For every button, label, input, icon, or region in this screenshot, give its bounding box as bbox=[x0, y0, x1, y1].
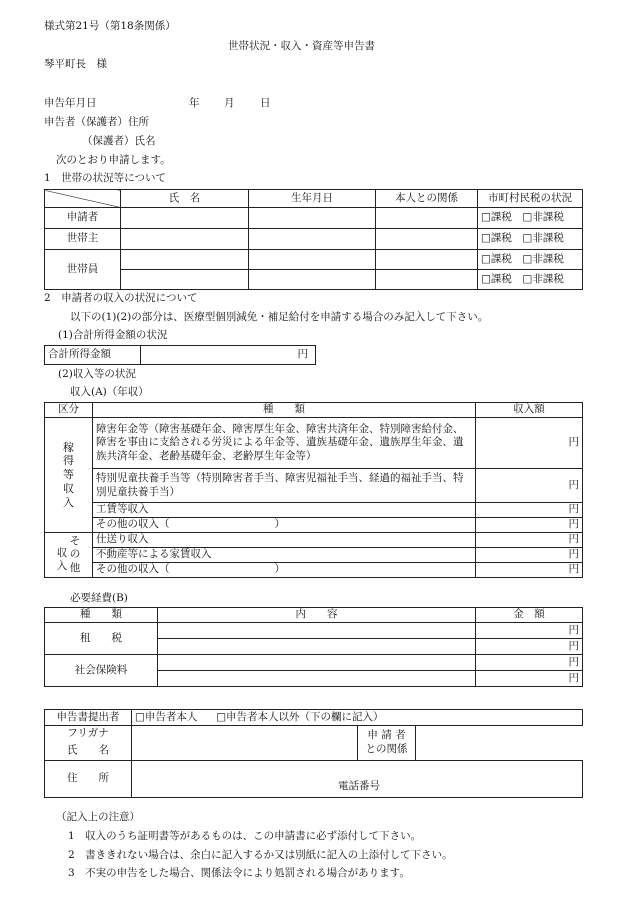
total-income-label: 合計所得金額 bbox=[45, 346, 141, 365]
member1-tax-checkbox[interactable]: □課税 □非課税 bbox=[478, 250, 583, 270]
furigana-label: フリガナ bbox=[45, 726, 132, 742]
sub1-title: (1)合計所得金額の状況 bbox=[58, 329, 168, 341]
total-income-field[interactable] bbox=[141, 346, 316, 365]
intro-text: 次のとおり申請します。 bbox=[56, 154, 171, 166]
page-title: 世帯状況・収入・資産等申告書 bbox=[228, 40, 375, 52]
earned-other-amount[interactable]: 円 bbox=[476, 518, 583, 533]
relation-label: 申 請 者 との関係 bbox=[358, 726, 416, 761]
tax-amount-2[interactable]: 円 bbox=[476, 639, 583, 655]
insurance-content-1[interactable] bbox=[158, 655, 476, 671]
income-header-type: 種 類 bbox=[93, 403, 476, 418]
submitter-table bbox=[44, 709, 583, 798]
other-other-amount[interactable]: 円 bbox=[476, 563, 583, 578]
rent-income-amount[interactable]: 円 bbox=[476, 548, 583, 563]
member2-birthdate-cell[interactable] bbox=[249, 270, 376, 290]
submitter-address-field[interactable] bbox=[132, 761, 583, 798]
expense-header-type: 種 類 bbox=[45, 608, 158, 623]
allowance-amount[interactable]: 円 bbox=[476, 533, 583, 548]
month-label: 月 bbox=[224, 97, 235, 109]
header-relation: 本人との関係 bbox=[376, 190, 478, 208]
submitter-address-label: 住 所 bbox=[45, 761, 132, 798]
day-label: 日 bbox=[260, 97, 271, 109]
row-label-applicant: 申請者 bbox=[45, 208, 121, 229]
tax-content-1[interactable] bbox=[158, 623, 476, 639]
household-header-blank bbox=[45, 190, 121, 208]
applicant-tax-checkbox[interactable]: □課税 □非課税 bbox=[478, 208, 583, 229]
child-allowance-item: 特別児童扶養手当等（特別障害者手当、障害児福祉手当、経過的福祉手当、特別児童扶養手当） bbox=[93, 469, 476, 503]
yen-unit: 円 bbox=[297, 348, 308, 361]
addressee: 琴平町長 様 bbox=[44, 58, 107, 70]
date-label: 申告年月日 bbox=[44, 97, 97, 109]
applicant-birthdate-cell[interactable] bbox=[249, 208, 376, 229]
wage-amount[interactable]: 円 bbox=[476, 503, 583, 518]
note-item-2: 2 書ききれない場合は、余白に記入するか又は別紙に記入の上添付して下さい。 bbox=[68, 849, 453, 861]
row-label-head: 世帯主 bbox=[45, 229, 121, 250]
earned-income-label: 稼得等収入 bbox=[45, 418, 93, 533]
section1-title: 1 世帯の状況等について bbox=[44, 172, 166, 184]
row-label-member: 世帯員 bbox=[45, 250, 121, 290]
note-item-3: 3 不実の申告をした場合、関係法令により処罰される場合があります。 bbox=[68, 867, 410, 879]
rent-income-item: 不動産等による家賃収入 bbox=[93, 548, 476, 563]
head-name-cell[interactable] bbox=[121, 229, 249, 250]
submitter-name-field[interactable] bbox=[132, 726, 358, 761]
household-table bbox=[44, 189, 583, 290]
wage-item: 工賃等収入 bbox=[93, 503, 476, 518]
total-income-table bbox=[44, 345, 316, 365]
applicant-relation-cell[interactable] bbox=[376, 208, 478, 229]
other-other-item: その他の収入（ ） bbox=[93, 563, 476, 578]
head-birthdate-cell[interactable] bbox=[249, 229, 376, 250]
income-header-amount: 収入額 bbox=[476, 403, 583, 418]
relation-field[interactable] bbox=[416, 726, 583, 761]
member2-relation-cell[interactable] bbox=[376, 270, 478, 290]
submitter-name-label: 氏 名 bbox=[45, 742, 132, 761]
head-tax-checkbox[interactable]: □課税 □非課税 bbox=[478, 229, 583, 250]
income-table bbox=[44, 402, 583, 578]
allowance-item: 仕送り収入 bbox=[93, 533, 476, 548]
tax-amount-1[interactable]: 円 bbox=[476, 623, 583, 639]
submitter-label: 申告書提出者 bbox=[45, 710, 132, 726]
submitter-options bbox=[132, 710, 583, 726]
header-birthdate: 生年月日 bbox=[249, 190, 376, 208]
submitter-self-checkbox[interactable]: □申告者本人 bbox=[135, 710, 198, 723]
header-tax-status: 市町村民税の状況 bbox=[478, 190, 583, 208]
pension-amount[interactable]: 円 bbox=[476, 418, 583, 469]
head-relation-cell[interactable] bbox=[376, 229, 478, 250]
submitter-other-checkbox[interactable]: □申告者本人以外（下の欄に記入） bbox=[216, 710, 384, 723]
member2-tax-checkbox[interactable]: □課税 □非課税 bbox=[478, 270, 583, 290]
expense-header-amount: 金 額 bbox=[476, 608, 583, 623]
tax-expense-label: 租 税 bbox=[45, 623, 158, 655]
year-label: 年 bbox=[189, 97, 200, 109]
earned-other-item: その他の収入（ ） bbox=[93, 518, 476, 533]
name-label: （保護者）氏名 bbox=[82, 135, 156, 147]
pension-item: 障害年金等（障害基礎年金、障害厚生年金、障害共済年金、特別障害給付金、障害を事由に支給される労災による年金等、遺族基礎年金、遺族厚生年金、遺族共済年金、老齢基礎年金、老齢厚生年金等） bbox=[93, 418, 476, 469]
address-label: 申告者（保護者）住所 bbox=[44, 116, 149, 128]
insurance-content-2[interactable] bbox=[158, 671, 476, 687]
member1-relation-cell[interactable] bbox=[376, 250, 478, 270]
insurance-amount-1[interactable]: 円 bbox=[476, 655, 583, 671]
expense-table bbox=[44, 607, 583, 687]
income-title: 収入(A)（年収） bbox=[70, 386, 149, 398]
section2-title: 2 申請者の収入の状況について bbox=[44, 292, 198, 304]
notes-title: （記入上の注意） bbox=[56, 811, 140, 823]
phone-label: 電話番号 bbox=[338, 779, 380, 792]
expense-header-content: 内 容 bbox=[158, 608, 476, 623]
member1-birthdate-cell[interactable] bbox=[249, 250, 376, 270]
tax-content-2[interactable] bbox=[158, 639, 476, 655]
note-item-1: 1 収入のうち証明書等があるものは、この申請書に必ず添付して下さい。 bbox=[68, 830, 422, 842]
section2-note: 以下の(1)(2)の部分は、医療型個別減免・補足給付を申請する場合のみ記入して下さい。 bbox=[70, 311, 489, 323]
child-allowance-amount[interactable]: 円 bbox=[476, 469, 583, 503]
insurance-expense-label: 社会保険料 bbox=[45, 655, 158, 687]
other-income-label: 収入 その他 bbox=[45, 533, 93, 578]
member2-name-cell[interactable] bbox=[121, 270, 249, 290]
header-name: 氏 名 bbox=[121, 190, 249, 208]
sub2-title: (2)収入等の状況 bbox=[58, 368, 136, 380]
form-number: 様式第21号（第18条関係） bbox=[44, 20, 176, 32]
expense-title: 必要経費(B) bbox=[70, 592, 128, 604]
member1-name-cell[interactable] bbox=[121, 250, 249, 270]
applicant-name-cell[interactable] bbox=[121, 208, 249, 229]
income-header-category: 区分 bbox=[45, 403, 93, 418]
insurance-amount-2[interactable]: 円 bbox=[476, 671, 583, 687]
